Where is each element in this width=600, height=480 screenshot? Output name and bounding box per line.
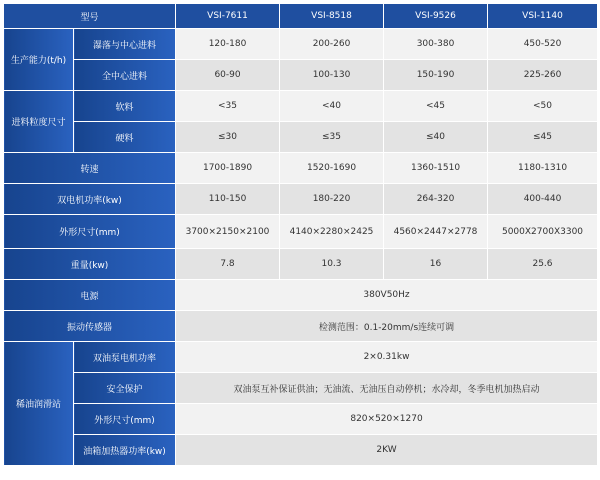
table-row	[4, 280, 598, 311]
cell: 820×520×1270	[176, 404, 598, 435]
row-label: 振动传感器	[4, 311, 176, 342]
feed-group-label: 进料粒度尺寸	[4, 91, 74, 153]
cell: 1520-1690	[280, 153, 384, 184]
table-row	[4, 60, 598, 91]
cell: 100-130	[280, 60, 384, 91]
cell: 1360-1510	[384, 153, 488, 184]
cell: 380V50Hz	[176, 280, 598, 311]
row-label: 电源	[4, 280, 176, 311]
header-row	[4, 4, 598, 29]
cell: 110-150	[176, 184, 280, 215]
table-row	[4, 29, 598, 60]
cell: 400-440	[488, 184, 598, 215]
cell: <45	[384, 91, 488, 122]
row-label: 全中心进料	[74, 60, 176, 91]
cell: 5000X2700X3300	[488, 215, 598, 249]
cell: 检测范围：0.1-20mm/s连续可调	[176, 311, 598, 342]
cell: 120-180	[176, 29, 280, 60]
row-label: 转速	[4, 153, 176, 184]
cell: ≤35	[280, 122, 384, 153]
lube-group-label: 稀油润滑站	[4, 342, 74, 466]
cell: <50	[488, 91, 598, 122]
cell: ≤45	[488, 122, 598, 153]
table-row	[4, 122, 598, 153]
cell: 1700-1890	[176, 153, 280, 184]
table-row	[4, 184, 598, 215]
cell: <40	[280, 91, 384, 122]
cell: 1180-1310	[488, 153, 598, 184]
table-row	[4, 373, 598, 404]
cell: ≤30	[176, 122, 280, 153]
header-model: VSI-7611	[176, 4, 280, 29]
cell: ≤40	[384, 122, 488, 153]
header-model-label: 型号	[4, 4, 176, 29]
cell: 25.6	[488, 249, 598, 280]
table-row	[4, 215, 598, 249]
cell: 双油泵互补保证供油；无油流、无油压自动停机；水冷却，冬季电机加热启动	[176, 373, 598, 404]
cell: 264-320	[384, 184, 488, 215]
cell: 10.3	[280, 249, 384, 280]
cell: 225-260	[488, 60, 598, 91]
table-row	[4, 404, 598, 435]
row-label: 油箱加热器功率(kw)	[74, 435, 176, 466]
row-label: 双电机功率(kw)	[4, 184, 176, 215]
table-row	[4, 91, 598, 122]
cell: 4140×2280×2425	[280, 215, 384, 249]
row-label: 瀑落与中心进料	[74, 29, 176, 60]
table-row	[4, 153, 598, 184]
cell: <35	[176, 91, 280, 122]
cell: 180-220	[280, 184, 384, 215]
cell: 450-520	[488, 29, 598, 60]
cell: 4560×2447×2778	[384, 215, 488, 249]
row-label: 硬料	[74, 122, 176, 153]
spec-table	[3, 3, 598, 466]
header-model: VSI-9526	[384, 4, 488, 29]
cell: 2KW	[176, 435, 598, 466]
cell: 7.8	[176, 249, 280, 280]
header-model: VSI-8518	[280, 4, 384, 29]
row-label: 安全保护	[74, 373, 176, 404]
row-label: 外形尺寸(mm)	[74, 404, 176, 435]
cell: 3700×2150×2100	[176, 215, 280, 249]
row-label: 重量(kw)	[4, 249, 176, 280]
cell: 150-190	[384, 60, 488, 91]
cell: 200-260	[280, 29, 384, 60]
table-row	[4, 435, 598, 466]
row-label: 软料	[74, 91, 176, 122]
cell: 300-380	[384, 29, 488, 60]
capacity-group-label: 生产能力(t/h)	[4, 29, 74, 91]
table-row	[4, 311, 598, 342]
cell: 2×0.31kw	[176, 342, 598, 373]
header-model: VSI-1140	[488, 4, 598, 29]
cell: 16	[384, 249, 488, 280]
row-label: 外形尺寸(mm)	[4, 215, 176, 249]
table-row	[4, 342, 598, 373]
row-label: 双油泵电机功率	[74, 342, 176, 373]
table-row	[4, 249, 598, 280]
cell: 60-90	[176, 60, 280, 91]
